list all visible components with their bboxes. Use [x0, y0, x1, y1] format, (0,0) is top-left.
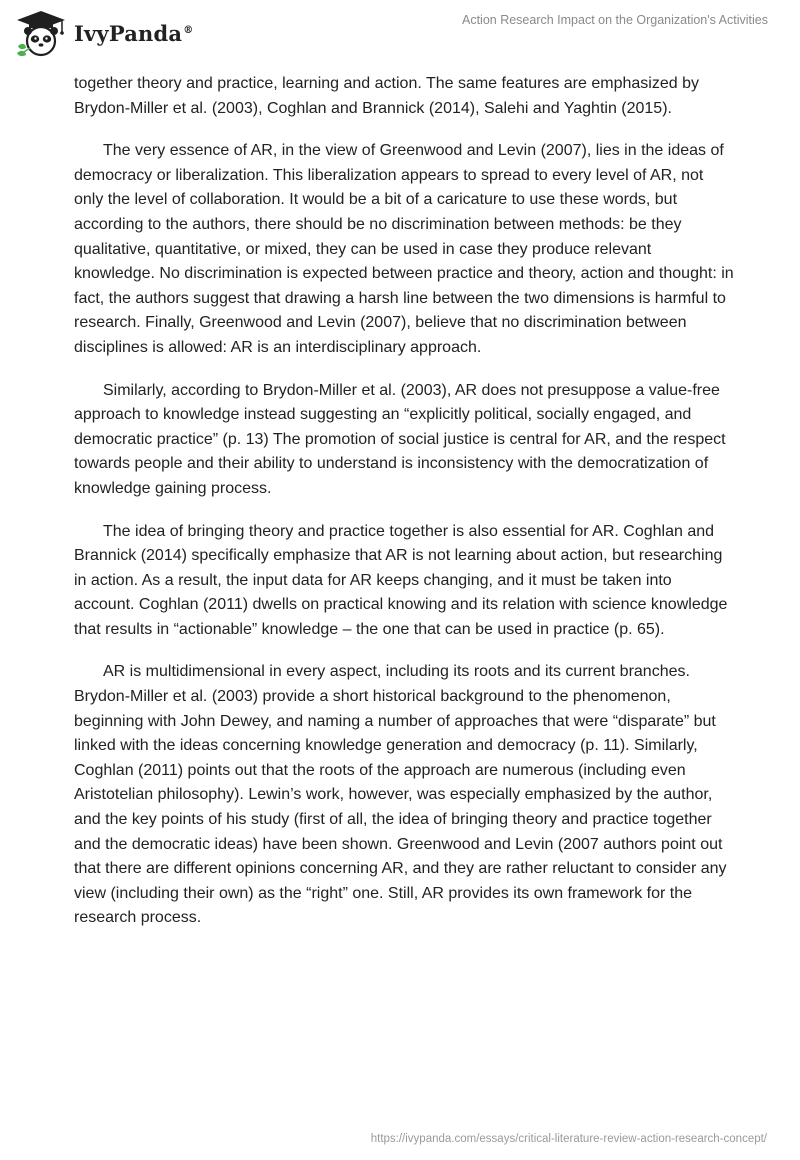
- registered-mark: ®: [183, 24, 194, 36]
- page-header: [0, 0, 800, 70]
- panda-graduate-icon: [14, 8, 68, 58]
- document-title: Action Research Impact on the Organization's Activities: [461, 13, 768, 27]
- brand-name: IvyPanda®: [74, 20, 194, 46]
- paragraph: The idea of bringing theory and practice together is also essential for AR. Coghlan and Brannick (2014) specifically emphasize that AR is not learning about action, but researching in action. As a result, the input data for AR keeps changing, and it must be taken into account. Coghlan (2011) dwells on practical knowing and its relation with science knowledge that results in “actionable” knowledge – the one that can be used in practice (p. 65).: [74, 522, 728, 638]
- paragraph-continued: together theory and practice, learning and action. The same features are emphasized by Brydon-Miller et al. (2003), Coghlan and Brannick (2014), Salehi and Yaghtin (2015).: [74, 75, 699, 117]
- essay-body: [74, 72, 734, 949]
- paragraph: The very essence of AR, in the view of Greenwood and Levin (2007), lies in the ideas of democracy or liberalization. This liberalization appears to spread to every level of AR, not only the level of collaboration. It would be a bit of a caricature to use these words, but according to the authors, there should be no discrimination between methods: be they qualitative, quantitative, or mixed, they can be used in case they produce relevant knowledge. No discrimination is expected between practice and theory, action and thought: in fact, the authors suggest that drawing a harsh line between the two dimensions is harmful to research. Finally, Greenwood and Levin (2007), believe that no discrimination between disciplines is allowed: AR is an interdisciplinary approach.: [74, 142, 734, 356]
- source-url[interactable]: https://ivypanda.com/essays/critical-literature-review-action-research-concept/: [370, 1133, 767, 1145]
- ivypanda-logo[interactable]: [14, 8, 193, 58]
- paragraph: Similarly, according to Brydon-Miller et al. (2003), AR does not presuppose a value-free approach to knowledge instead suggesting an “explicitly political, socially engaged, and democratic practice” (p. 13) The promotion of social justice is central for AR, and the respect towards people and their ability to understand is inconsistency with the democratization of knowledge gaining process.: [74, 381, 726, 497]
- paragraph: AR is multidimensional in every aspect, including its roots and its current branches. Brydon-Miller et al. (2003) provide a short historical background to the phenomenon, beginning with John Dewey, and naming a number of approaches that were “disparate” but linked with the ideas concerning knowledge generation and democracy (p. 11). Similarly, Coghlan (2011) points out that the roots of the approach are numerous (including even Aristotelian philosophy). Lewin’s work, however, was especially emphasized by the author, and the key points of his study (first of all, the idea of bringing theory and practice together and the democratic ideas) have been shown. Greenwood and Levin (2007 authors point out that there are different opinions concerning AR, and they are rather reluctant to consider any view (including their own) as the “right” one. Still, AR provides its own framework for the research process.: [74, 663, 727, 927]
